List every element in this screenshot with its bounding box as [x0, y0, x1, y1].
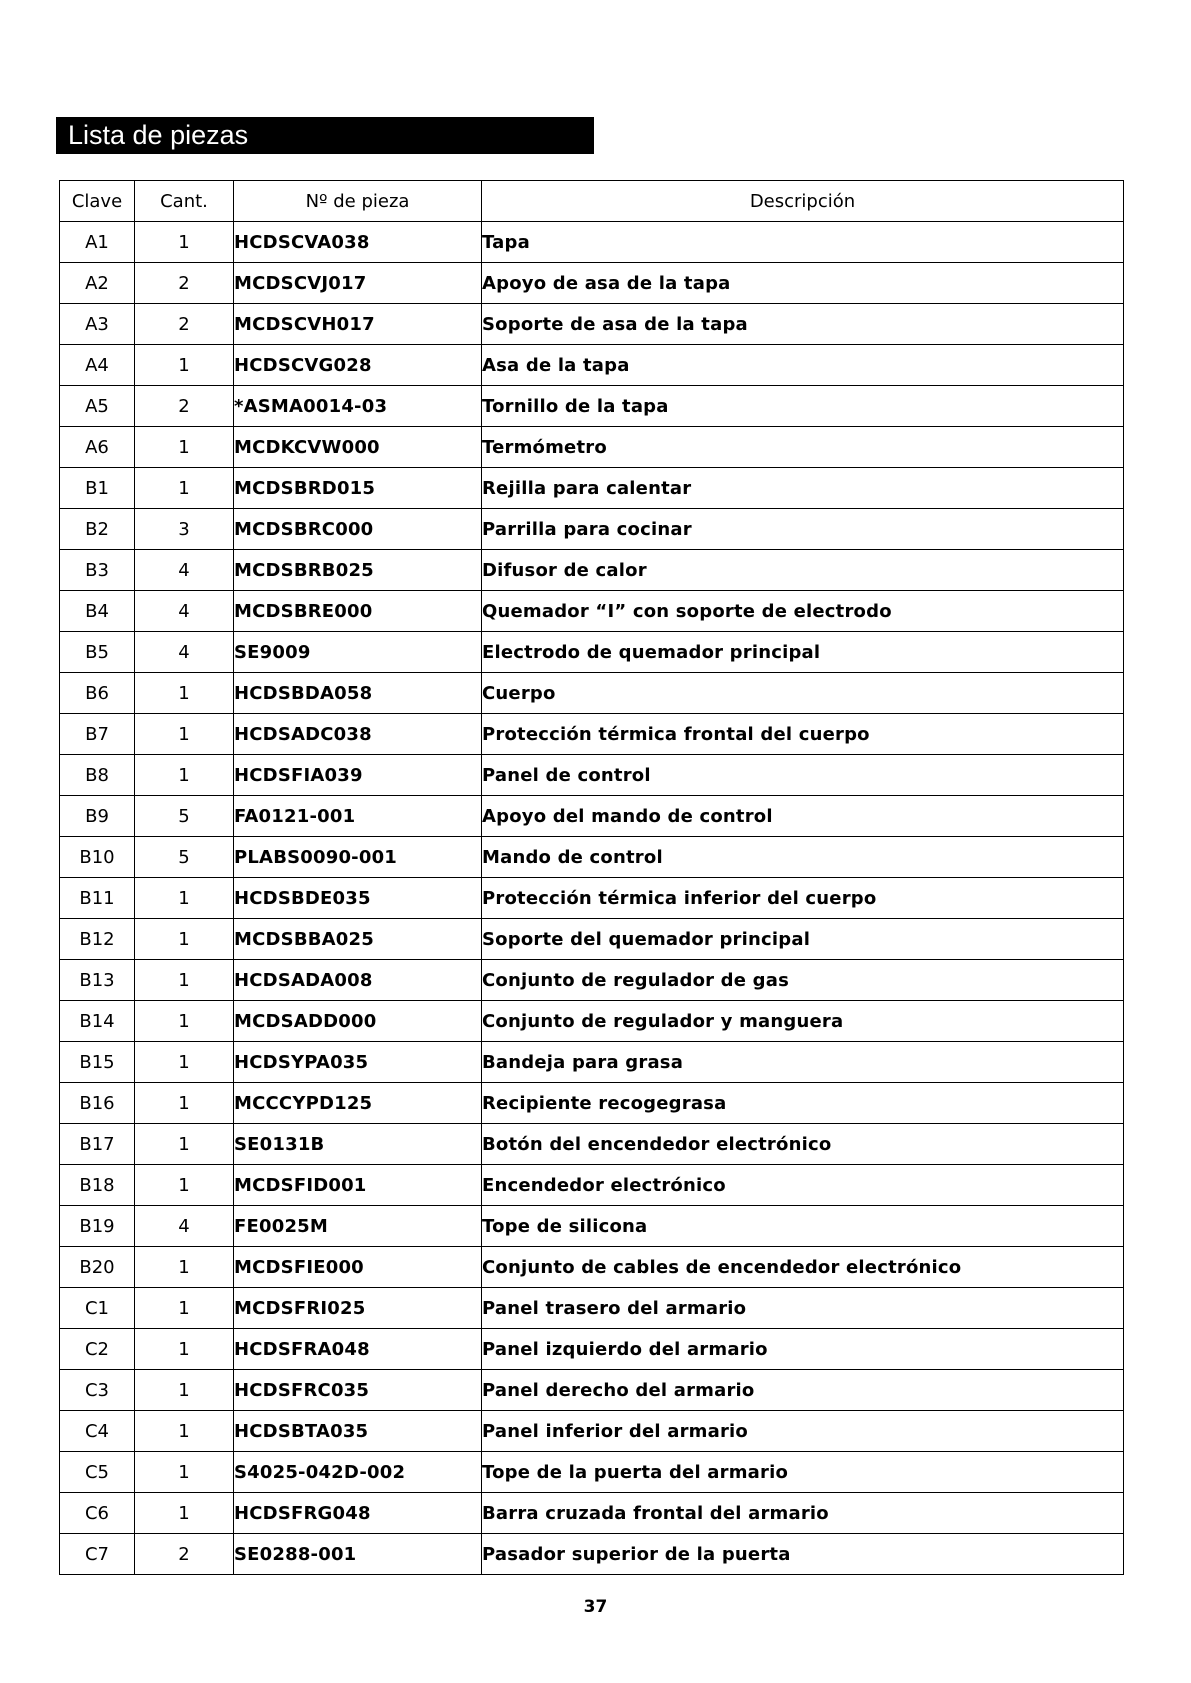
table-row [60, 1001, 1124, 1042]
cell-description: Asa de la tapa [482, 345, 1124, 386]
cell-key: B3 [60, 550, 135, 591]
cell-description: Electrodo de quemador principal [482, 632, 1124, 673]
table-row [60, 1493, 1124, 1534]
header-key: Clave [60, 181, 135, 222]
table-row [60, 796, 1124, 837]
cell-part-no: HCDSFIA039 [234, 755, 482, 796]
cell-part-no: FE0025M [234, 1206, 482, 1247]
cell-qty: 1 [135, 1329, 234, 1370]
cell-qty: 4 [135, 1206, 234, 1247]
cell-qty: 1 [135, 1083, 234, 1124]
cell-qty: 1 [135, 345, 234, 386]
cell-qty: 1 [135, 427, 234, 468]
cell-part-no: MCDSCVJ017 [234, 263, 482, 304]
cell-part-no: MCDSFRI025 [234, 1288, 482, 1329]
table-row [60, 1534, 1124, 1575]
cell-key: B1 [60, 468, 135, 509]
table-row [60, 386, 1124, 427]
table-row [60, 1206, 1124, 1247]
table-row [60, 1083, 1124, 1124]
cell-description: Panel derecho del armario [482, 1370, 1124, 1411]
cell-key: B4 [60, 591, 135, 632]
cell-qty: 1 [135, 222, 234, 263]
cell-key: B13 [60, 960, 135, 1001]
table-row [60, 837, 1124, 878]
cell-key: C5 [60, 1452, 135, 1493]
cell-part-no: HCDSFRG048 [234, 1493, 482, 1534]
cell-key: C3 [60, 1370, 135, 1411]
cell-qty: 1 [135, 1288, 234, 1329]
cell-description: Bandeja para grasa [482, 1042, 1124, 1083]
cell-qty: 4 [135, 591, 234, 632]
cell-qty: 2 [135, 1534, 234, 1575]
cell-qty: 5 [135, 796, 234, 837]
cell-part-no: MCDSBBA025 [234, 919, 482, 960]
cell-description: Panel inferior del armario [482, 1411, 1124, 1452]
cell-description: Rejilla para calentar [482, 468, 1124, 509]
cell-part-no: HCDSFRC035 [234, 1370, 482, 1411]
cell-qty: 1 [135, 1001, 234, 1042]
table-header-row [60, 181, 1124, 222]
header-description: Descripción [482, 181, 1124, 222]
cell-qty: 1 [135, 714, 234, 755]
cell-key: B9 [60, 796, 135, 837]
cell-key: A1 [60, 222, 135, 263]
cell-qty: 1 [135, 468, 234, 509]
cell-part-no: FA0121-001 [234, 796, 482, 837]
cell-part-no: MCDSBRD015 [234, 468, 482, 509]
cell-description: Protección térmica frontal del cuerpo [482, 714, 1124, 755]
table-row [60, 1411, 1124, 1452]
table-row [60, 673, 1124, 714]
cell-key: A5 [60, 386, 135, 427]
table-row [60, 960, 1124, 1001]
cell-qty: 1 [135, 878, 234, 919]
cell-description: Termómetro [482, 427, 1124, 468]
cell-qty: 1 [135, 1452, 234, 1493]
table-row [60, 919, 1124, 960]
cell-description: Recipiente recogegrasa [482, 1083, 1124, 1124]
cell-part-no: HCDSADA008 [234, 960, 482, 1001]
cell-part-no: MCDSBRE000 [234, 591, 482, 632]
table-row [60, 878, 1124, 919]
table-row [60, 1247, 1124, 1288]
cell-qty: 1 [135, 1042, 234, 1083]
cell-part-no: MCDSFID001 [234, 1165, 482, 1206]
table-row [60, 1165, 1124, 1206]
cell-part-no: MCDSCVH017 [234, 304, 482, 345]
cell-description: Tapa [482, 222, 1124, 263]
cell-qty: 1 [135, 960, 234, 1001]
cell-key: B14 [60, 1001, 135, 1042]
table-row [60, 427, 1124, 468]
cell-key: B6 [60, 673, 135, 714]
cell-qty: 2 [135, 263, 234, 304]
cell-key: B17 [60, 1124, 135, 1165]
cell-description: Encendedor electrónico [482, 1165, 1124, 1206]
cell-part-no: HCDSBDE035 [234, 878, 482, 919]
cell-part-no: PLABS0090-001 [234, 837, 482, 878]
table-row [60, 345, 1124, 386]
cell-part-no: HCDSCVA038 [234, 222, 482, 263]
cell-description: Panel trasero del armario [482, 1288, 1124, 1329]
cell-key: A3 [60, 304, 135, 345]
cell-key: B20 [60, 1247, 135, 1288]
table-row [60, 263, 1124, 304]
cell-description: Pasador superior de la puerta [482, 1534, 1124, 1575]
cell-part-no: MCCCYPD125 [234, 1083, 482, 1124]
cell-qty: 1 [135, 673, 234, 714]
cell-part-no: HCDSCVG028 [234, 345, 482, 386]
header-part-no: Nº de pieza [234, 181, 482, 222]
table-row [60, 304, 1124, 345]
table-row [60, 468, 1124, 509]
cell-part-no: MCDSADD000 [234, 1001, 482, 1042]
cell-description: Difusor de calor [482, 550, 1124, 591]
cell-description: Barra cruzada frontal del armario [482, 1493, 1124, 1534]
cell-qty: 3 [135, 509, 234, 550]
cell-description: Cuerpo [482, 673, 1124, 714]
cell-description: Conjunto de regulador de gas [482, 960, 1124, 1001]
table-row [60, 1042, 1124, 1083]
cell-qty: 1 [135, 1370, 234, 1411]
parts-table [59, 180, 1124, 1575]
cell-part-no: SE0288-001 [234, 1534, 482, 1575]
cell-part-no: MCDSFIE000 [234, 1247, 482, 1288]
table-row [60, 1370, 1124, 1411]
cell-part-no: HCDSYPA035 [234, 1042, 482, 1083]
cell-qty: 4 [135, 550, 234, 591]
cell-description: Protección térmica inferior del cuerpo [482, 878, 1124, 919]
cell-description: Botón del encendedor electrónico [482, 1124, 1124, 1165]
cell-key: A2 [60, 263, 135, 304]
cell-key: C2 [60, 1329, 135, 1370]
cell-key: B10 [60, 837, 135, 878]
table-row [60, 550, 1124, 591]
cell-description: Conjunto de cables de encendedor electrónico [482, 1247, 1124, 1288]
cell-key: B7 [60, 714, 135, 755]
cell-qty: 4 [135, 632, 234, 673]
cell-part-no: S4025-042D-002 [234, 1452, 482, 1493]
cell-description: Panel izquierdo del armario [482, 1329, 1124, 1370]
cell-key: A6 [60, 427, 135, 468]
cell-qty: 1 [135, 755, 234, 796]
cell-key: C6 [60, 1493, 135, 1534]
cell-key: B18 [60, 1165, 135, 1206]
table-row [60, 1329, 1124, 1370]
table-row [60, 509, 1124, 550]
page-number: 37 [583, 1597, 608, 1617]
cell-key: B8 [60, 755, 135, 796]
table-row [60, 714, 1124, 755]
cell-description: Tornillo de la tapa [482, 386, 1124, 427]
cell-key: B16 [60, 1083, 135, 1124]
cell-part-no: HCDSFRA048 [234, 1329, 482, 1370]
cell-key: B5 [60, 632, 135, 673]
table-row [60, 632, 1124, 673]
cell-description: Apoyo de asa de la tapa [482, 263, 1124, 304]
cell-part-no: SE0131B [234, 1124, 482, 1165]
cell-description: Conjunto de regulador y manguera [482, 1001, 1124, 1042]
cell-qty: 1 [135, 1124, 234, 1165]
cell-part-no: MCDKCVW000 [234, 427, 482, 468]
table-row [60, 222, 1124, 263]
cell-key: B19 [60, 1206, 135, 1247]
table-row [60, 591, 1124, 632]
cell-description: Tope de silicona [482, 1206, 1124, 1247]
cell-qty: 1 [135, 1411, 234, 1452]
cell-qty: 1 [135, 1493, 234, 1534]
cell-key: C1 [60, 1288, 135, 1329]
cell-description: Apoyo del mando de control [482, 796, 1124, 837]
section-title: Lista de piezas [56, 117, 594, 154]
cell-key: C4 [60, 1411, 135, 1452]
cell-part-no: HCDSBTA035 [234, 1411, 482, 1452]
table-row [60, 755, 1124, 796]
cell-part-no: MCDSBRB025 [234, 550, 482, 591]
table-row [60, 1124, 1124, 1165]
cell-key: A4 [60, 345, 135, 386]
cell-part-no: HCDSADC038 [234, 714, 482, 755]
cell-description: Mando de control [482, 837, 1124, 878]
cell-description: Quemador “I” con soporte de electrodo [482, 591, 1124, 632]
table-row [60, 1288, 1124, 1329]
cell-key: B15 [60, 1042, 135, 1083]
cell-part-no: HCDSBDA058 [234, 673, 482, 714]
cell-part-no: SE9009 [234, 632, 482, 673]
cell-qty: 1 [135, 1247, 234, 1288]
cell-key: B11 [60, 878, 135, 919]
cell-qty: 2 [135, 386, 234, 427]
cell-part-no: MCDSBRC000 [234, 509, 482, 550]
cell-key: B12 [60, 919, 135, 960]
cell-qty: 5 [135, 837, 234, 878]
parts-table-body [60, 222, 1124, 1575]
cell-description: Tope de la puerta del armario [482, 1452, 1124, 1493]
cell-description: Panel de control [482, 755, 1124, 796]
cell-qty: 1 [135, 1165, 234, 1206]
header-qty: Cant. [135, 181, 234, 222]
cell-qty: 1 [135, 919, 234, 960]
table-row [60, 1452, 1124, 1493]
cell-description: Soporte de asa de la tapa [482, 304, 1124, 345]
cell-key: B2 [60, 509, 135, 550]
cell-part-no: *ASMA0014-03 [234, 386, 482, 427]
cell-description: Parrilla para cocinar [482, 509, 1124, 550]
cell-key: C7 [60, 1534, 135, 1575]
cell-qty: 2 [135, 304, 234, 345]
cell-description: Soporte del quemador principal [482, 919, 1124, 960]
